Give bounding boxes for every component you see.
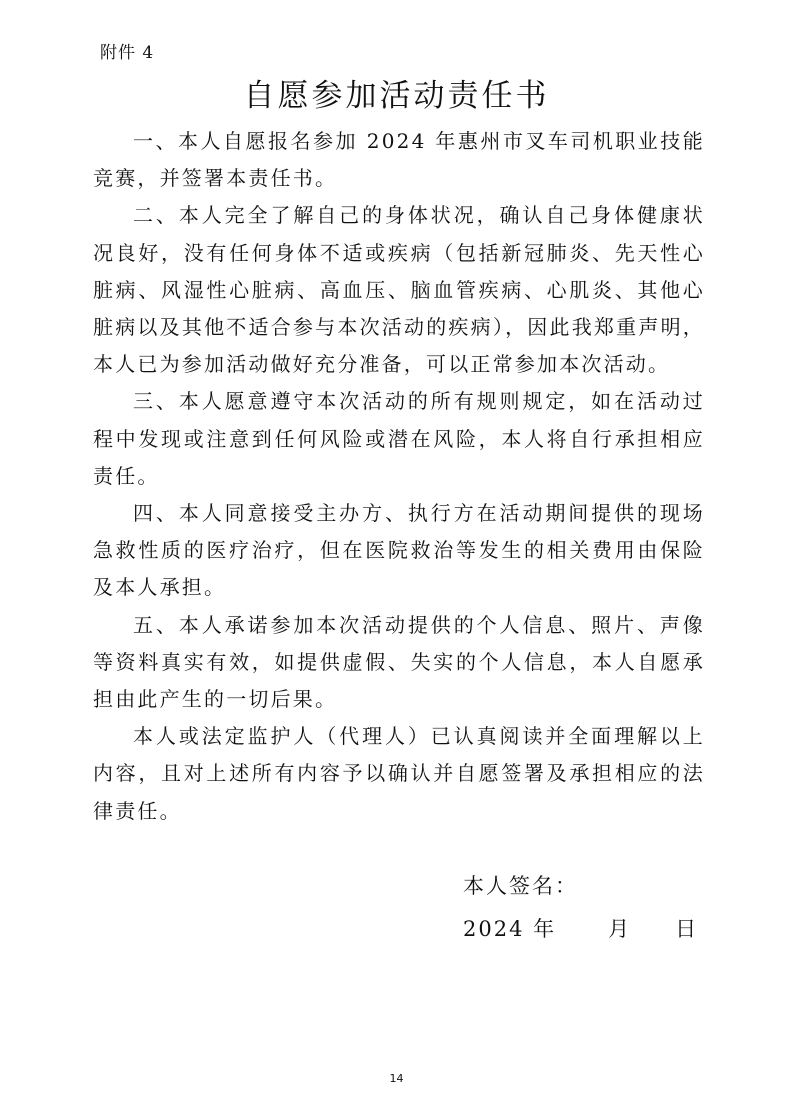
page-number: 14 — [389, 1072, 404, 1085]
paragraph-1: 一、本人自愿报名参加 2024 年惠州市叉车司机职业技能竞赛，并签署本责任书。 — [93, 129, 705, 191]
date-year: 2024 年 — [463, 917, 557, 941]
paragraph-2: 二、本人完全了解自己的身体状况，确认自己身体健康状况良好，没有任何身体不适或疾病（包括新冠肺炎、先天性心脏病、风湿性心脏病、高血压、脑血管疾病、心肌炎、其他心脏病以及其他不适合参与本次活动的疾病），因此我郑重声明，本人已为参加活动做好充分准备，可以正常参加本次活动。 — [93, 203, 705, 377]
document-body — [93, 123, 705, 830]
paragraph-6: 本人或法定监护人（代理人）已认真阅读并全面理解以上内容，且对上述所有内容予以确认并自愿签署及承担相应的法律责任。 — [93, 724, 705, 823]
paragraph-4: 四、本人同意接受主办方、执行方在活动期间提供的现场急救性质的医疗治疗，但在医院救治等发生的相关费用由保险及本人承担。 — [93, 501, 705, 600]
date-line — [463, 913, 698, 943]
paragraph-5: 五、本人承诺参加本次活动提供的个人信息、照片、声像等资料真实有效，如提供虚假、失实的个人信息，本人自愿承担由此产生的一切后果。 — [93, 612, 705, 712]
date-day: 日 — [675, 917, 699, 941]
attachment-label: 附件 4 — [100, 43, 155, 63]
signature-label: 本人签名： — [463, 874, 578, 898]
document-title: 自愿参加活动责任书 — [243, 78, 550, 114]
date-month: 月 — [608, 917, 632, 941]
paragraph-3: 三、本人愿意遵守本次活动的所有规则规定，如在活动过程中发现或注意到任何风险或潜在风险，本人将自行承担相应责任。 — [93, 389, 705, 488]
